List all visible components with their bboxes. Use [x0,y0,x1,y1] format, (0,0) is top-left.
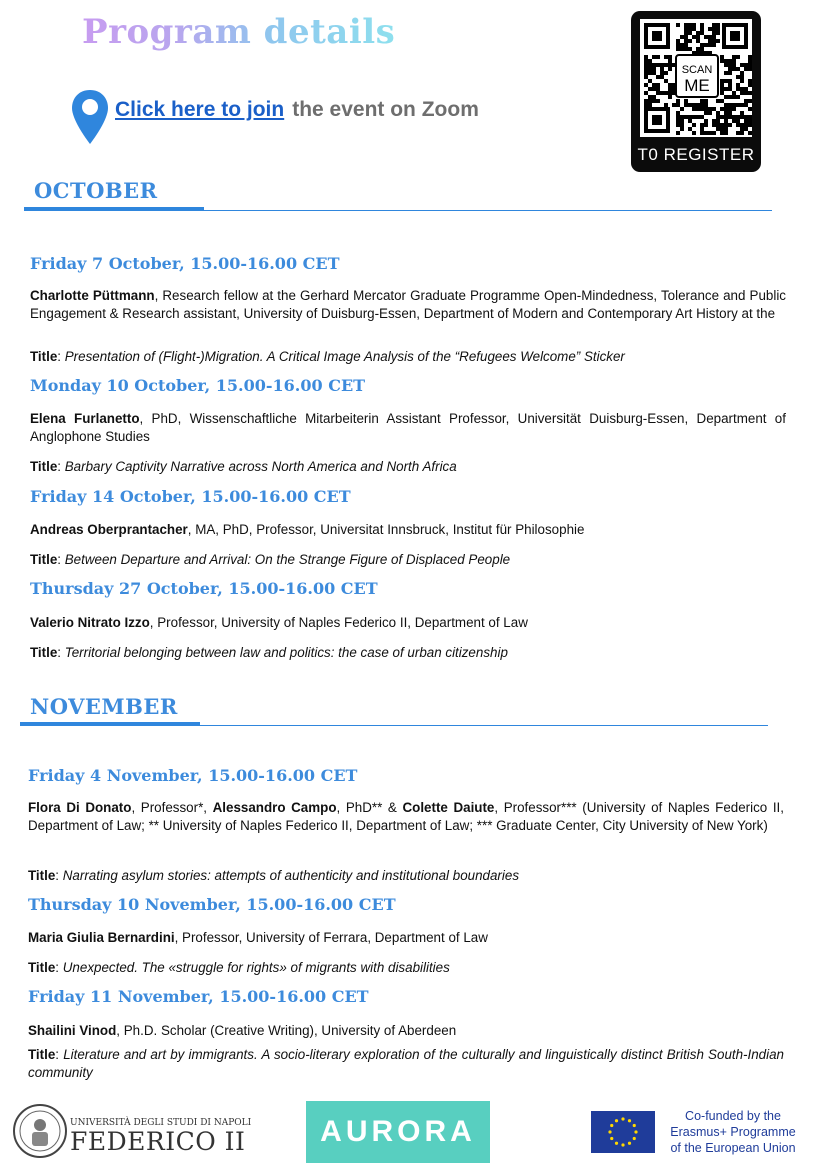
speaker-affiliation: , Research fellow at the Gerhard Mercator Graduate Programme Open-Mindedness, Tolerance and Public Engagement & Research assistant, University of Duisburg-Essen, Department of Modern and Contemporary Art History at the [30,288,786,321]
title-text: Between Departure and Arrival: On the Strange Figure of Displaced People [64,552,511,567]
eu-text-line: Erasmus+ Programme [670,1125,796,1139]
join-line-rest: the event on Zoom [292,98,479,121]
university-seal-icon [12,1103,68,1159]
event-speaker [28,1022,784,1040]
speaker-affiliation: , MA, PhD, Professor, Universitat Innsbruck, Institut für Philosophie [187,522,585,537]
qr-register-label: T0 REGISTER [637,145,755,164]
title-label: Title [28,1047,56,1062]
event-speaker [30,614,786,632]
month-divider [20,725,768,726]
event-date: Friday 7 October, 15.00-16.00 CET [30,254,340,273]
federico-logo-text: FEDERICO II [70,1127,246,1156]
eu-text-line: Co-funded by the [685,1109,781,1123]
event-title: Title: Between Departure and Arrival: On the Strange Figure of Displaced People [30,552,511,567]
speaker-affiliation: , Professor*, [131,800,213,815]
speaker-name: Charlotte Püttmann [30,288,155,303]
title-text: Unexpected. The «struggle for rights» of migrants with disabilities [62,960,450,975]
speaker-affiliation: , PhD, Wissenschaftliche Mitarbeiterin Assistant Professor, Universität Duisburg-Essen, Department of Anglophone Studies [30,411,786,444]
title-text: Territorial belonging between law and politics: the case of urban citizenship [64,645,508,660]
eu-text-line: of the European Union [670,1141,796,1155]
eu-flag-icon [591,1111,655,1153]
speaker-name: Elena Furlanetto [30,411,140,426]
location-pin-icon [70,88,110,146]
month-divider [24,210,772,211]
event-title: Title: Unexpected. The «struggle for rights» of migrants with disabilities [28,960,450,975]
title-label: Title [30,552,58,567]
event-date: Friday 4 November, 15.00-16.00 CET [28,766,358,785]
title-label: Title [28,868,56,883]
title-text: Presentation of (Flight-)Migration. A Critical Image Analysis of the “Refugees Welcome” Sticker [64,349,625,364]
aurora-logo: AURORA [306,1101,490,1163]
speaker-name: Shailini Vinod [28,1023,117,1038]
speaker-name: Andreas Oberprantacher [30,522,188,537]
title-text: Barbary Captivity Narrative across North America and North Africa [64,459,457,474]
title-label: Title [30,349,58,364]
qr-scan-text: SCAN [681,64,713,76]
eu-cofunded-text [664,1108,802,1156]
month-heading-october: OCTOBER [34,178,158,203]
event-title: Title: Narrating asylum stories: attempts of authenticity and institutional boundaries [28,868,520,883]
speaker-name: Flora Di Donato [28,800,132,815]
event-date: Monday 10 October, 15.00-16.00 CET [30,376,366,395]
qr-me-text: ME [684,76,710,95]
event-title: Title: Barbary Captivity Narrative across North America and North Africa [30,459,457,474]
event-date: Friday 11 November, 15.00-16.00 CET [28,987,369,1006]
page-title: Program details [82,12,396,52]
federico-small-text: UNIVERSITÀ DEGLI STUDI DI NAPOLI [70,1118,252,1128]
speaker-affiliation: , Professor, University of Naples Federico II, Department of Law [149,615,528,630]
speaker-affiliation: , Professor, University of Ferrara, Department of Law [174,930,488,945]
join-line [115,98,479,122]
event-speaker [30,287,786,322]
event-date: Thursday 27 October, 15.00-16.00 CET [30,579,378,598]
event-title: Title: Territorial belonging between law and politics: the case of urban citizenship [30,645,508,660]
event-speaker [30,521,786,539]
qr-code-icon [640,19,752,137]
speaker-affiliation: , Ph.D. Scholar (Creative Writing), University of Aberdeen [116,1023,457,1038]
event-date: Friday 14 October, 15.00-16.00 CET [30,487,351,506]
zoom-join-link[interactable]: Click here to join [115,98,285,121]
event-date: Thursday 10 November, 15.00-16.00 CET [28,895,396,914]
event-title: Title: Literature and art by immigrants. A socio-literary exploration of the culturally and linguistically distinct British South-Indian community [28,1047,784,1080]
speaker-name: Maria Giulia Bernardini [28,930,175,945]
month-heading-november: NOVEMBER [30,694,178,719]
speaker-affiliation: , Professor*** (University of Naples Federico II, Department of Law; ** University of Naples Federico II, Department of Law; *** Graduate Center, City University of New York) [28,800,784,833]
title-label: Title [30,645,58,660]
qr-register-box[interactable] [631,11,761,172]
title-text: Narrating asylum stories: attempts of authenticity and institutional boundaries [62,868,520,883]
event-title: Title: Presentation of (Flight-)Migration. A Critical Image Analysis of the “Refugees Welcome” Sticker [30,349,625,364]
title-text: Literature and art by immigrants. A socio-literary exploration of the culturally and linguistically distinct British South-Indian community [28,1047,784,1080]
speaker-affiliation: , PhD** & [336,800,403,815]
event-speaker [28,929,784,947]
speaker-name: Colette Daiute [402,800,495,815]
speaker-name: Alessandro Campo [212,800,337,815]
event-speaker [28,799,784,834]
speaker-name: Valerio Nitrato Izzo [30,615,150,630]
event-speaker [30,410,786,445]
title-label: Title [28,960,56,975]
title-label: Title [30,459,58,474]
